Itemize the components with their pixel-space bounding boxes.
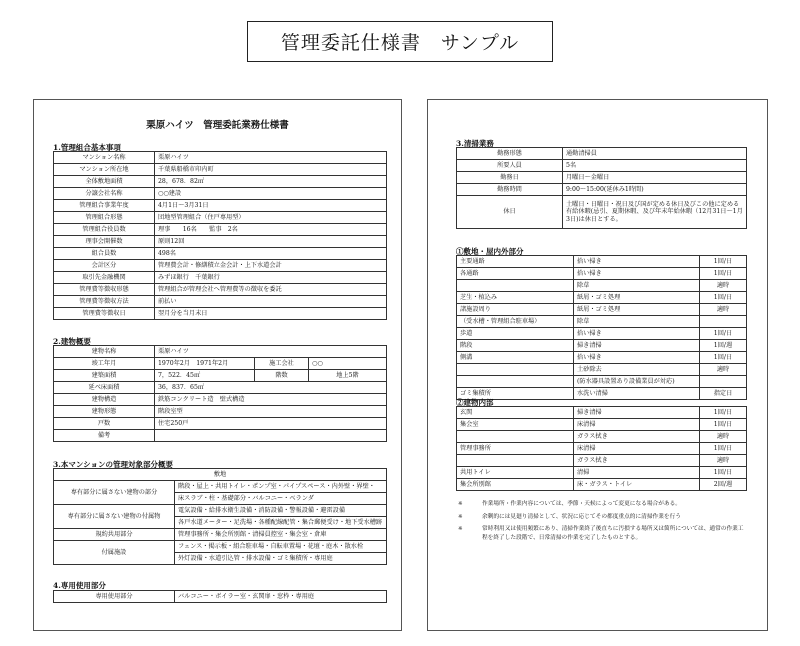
cell-place: 共用トイレ (457, 467, 574, 479)
cell-label: 勤務形態 (457, 148, 563, 160)
table-site-areas (456, 255, 747, 400)
cell-label: 勤務時間 (457, 184, 563, 196)
table-row (54, 406, 387, 418)
table-managed-parts (53, 468, 387, 565)
table-row (54, 430, 387, 442)
cell-place: 諸施設周り (457, 304, 574, 316)
cell-work: 床清掃 (574, 419, 700, 431)
cell-frequency: 2回/週 (700, 479, 747, 491)
table-row (54, 176, 387, 188)
note-item (458, 525, 748, 542)
cell-place: 主要通路 (457, 256, 574, 268)
table-row (457, 196, 747, 229)
table-exclusive-use (53, 590, 387, 603)
cell-value: 翌月分を当月末日 (155, 308, 387, 320)
cell-label: 管理組合事業年度 (54, 200, 155, 212)
page-left (33, 99, 402, 631)
cell-value: 床スラブ・柱・基礎部分・バルコニー・ベランダ (175, 493, 387, 505)
cell-label: マンション名称 (54, 152, 155, 164)
notes (458, 500, 748, 546)
cell-place: 各通路 (457, 268, 574, 280)
table-row (457, 443, 747, 455)
table-row (54, 370, 387, 382)
page-right (427, 99, 768, 631)
cell-value: 36，837．65㎡ (155, 382, 387, 394)
note-item (458, 500, 748, 509)
table-row (457, 256, 747, 268)
cell-value: バルコニー・ボイラー室・玄関扉・窓枠・専用庭 (175, 591, 387, 603)
cell-value: 管理組合が管理会社へ管理費等の徴収を委託 (155, 284, 387, 296)
table-row (54, 224, 387, 236)
cell-value: 千葉県船橋市印内町 (155, 164, 387, 176)
table-row (54, 200, 387, 212)
table-row (54, 591, 387, 603)
cell-value: 9:00～15:00(延休み1時間) (563, 184, 747, 196)
table-row (457, 352, 747, 364)
table-row (54, 529, 387, 541)
cell-place: 玄関 (457, 407, 574, 419)
cell-work: 拾い掃き (574, 328, 700, 340)
table-row (54, 358, 387, 370)
table-row (54, 164, 387, 176)
cell-work: 除草 (574, 280, 700, 292)
table-row (457, 340, 747, 352)
cell-value: 前払い (155, 296, 387, 308)
cell-value: 498名 (155, 248, 387, 260)
cell-frequency (700, 316, 747, 328)
table-cleaning-work (456, 147, 747, 229)
table-row (54, 284, 387, 296)
table-row (54, 541, 387, 553)
cell-place: 集会所別館 (457, 479, 574, 491)
cell-frequency (700, 376, 747, 388)
cell-label: 分譲会社名称 (54, 188, 155, 200)
cell-place: 管理事務所 (457, 443, 574, 455)
cell-value: 電気設備・給排水衛生設備・消防設備・警報設備・避雷設備 (175, 505, 387, 517)
table-row (457, 316, 747, 328)
cell-work: 拾い掃き (574, 256, 700, 268)
table-row (457, 172, 747, 184)
cell-place (457, 431, 574, 443)
table-row (457, 280, 747, 292)
cell-place: 側溝 (457, 352, 574, 364)
cell-label: 施工会社 (255, 358, 309, 370)
cell-work: 紙屑・ゴミ処理 (574, 304, 700, 316)
cell-label: 管理組合役員数 (54, 224, 155, 236)
cell-place: ゴミ集積所 (457, 388, 574, 400)
cell-label: 組合員数 (54, 248, 155, 260)
cell-work: 掃き清掃 (574, 407, 700, 419)
cell-place: 階段 (457, 340, 574, 352)
cell-work: 水洗い清掃 (574, 388, 700, 400)
cell-label: 建築面積 (54, 370, 155, 382)
table-row (54, 296, 387, 308)
table-row (54, 248, 387, 260)
cell-label: 階数 (255, 370, 309, 382)
cell-place (457, 376, 574, 388)
cell-value: 28，678．82㎡ (155, 176, 387, 188)
table-row (457, 467, 747, 479)
cell-value: 土曜日・日曜日・祝日及び国が定める休日及びこの他に定める有給休暇(忌引、夏期休暇、及び年末年始休暇（12月31日～1月3日)は休日とする。 (563, 196, 747, 229)
cell-label: 管理組合形態 (54, 212, 155, 224)
note-mark: ※ (458, 513, 463, 520)
cell-label: 管理費等徴収日 (54, 308, 155, 320)
cell-work: 掃き清掃 (574, 340, 700, 352)
cell-frequency: 1回/日 (700, 292, 747, 304)
table-row (457, 364, 747, 376)
table-row (54, 382, 387, 394)
cell-label: 理事会開催数 (54, 236, 155, 248)
cell-label: 規約共用部分 (54, 529, 175, 541)
cell-work: ガラス拭き (574, 455, 700, 467)
cell-label: 延べ床面積 (54, 382, 155, 394)
table-row (457, 292, 747, 304)
cell-frequency: 1回/日 (700, 256, 747, 268)
cell-value: 栗原ハイツ (155, 346, 387, 358)
cell-label: 取引先金融機関 (54, 272, 155, 284)
section-heading-building: 2.建物概要 (53, 337, 91, 346)
cell-place (457, 455, 574, 467)
cell-frequency: 適時 (700, 304, 747, 316)
cell-label: 専有部分に属さない建物の付属物 (54, 505, 175, 529)
cell-place: （受水槽・管理組合駐車場） (457, 316, 574, 328)
cell-value: 原則12回 (155, 236, 387, 248)
cell-frequency: 1回/日 (700, 407, 747, 419)
cell-value: 1970年2月 1971年2月 (155, 358, 255, 370)
table-row (54, 308, 387, 320)
table-row (457, 419, 747, 431)
table-row (54, 418, 387, 430)
header-title-box (247, 21, 553, 62)
section-heading-exclusive-use: 4.専用使用部分 (53, 581, 106, 590)
cell-frequency: 1回/週 (700, 340, 747, 352)
cell-value: 理事 16名 監事 2名 (155, 224, 387, 236)
table-row (457, 328, 747, 340)
cell-place: 集会室 (457, 419, 574, 431)
table-basic-info (53, 151, 387, 320)
cell-value: 管理費会計・修繕積立金会計・上下水道会計 (155, 260, 387, 272)
table-row (457, 268, 747, 280)
table-row (457, 160, 747, 172)
cell-work: 清掃 (574, 467, 700, 479)
cell-value: 鉄筋コンクリート造 壁式構造 (155, 394, 387, 406)
table-row (457, 407, 747, 419)
cell-value: 管理事務所・集会所別館・清掃員控室・集会室・倉庫 (175, 529, 387, 541)
table-row (54, 394, 387, 406)
note-text: 作業場所・作業内容については、季節・天候によって変更になる場合がある。 (482, 501, 681, 507)
cell-label: 専有部分に属さない建物の部分 (54, 481, 175, 505)
cell-frequency: 適時 (700, 455, 747, 467)
cell-value: 4月1日～3月31日 (155, 200, 387, 212)
cell-work: 土砂除去 (574, 364, 700, 376)
cell-label: 竣工年月 (54, 358, 155, 370)
cell-work: 除草 (574, 316, 700, 328)
cell-frequency: 適時 (700, 364, 747, 376)
cell-frequency: 1回/日 (700, 328, 747, 340)
table-row (54, 212, 387, 224)
cell-work: 拾い掃き (574, 352, 700, 364)
section-heading-site-areas: ①敷地・屋内外部分 (456, 247, 524, 256)
cell-work: (防水器具設置あり設備業員が対応) (574, 376, 700, 388)
cell-label: マンション所在地 (54, 164, 155, 176)
section-heading-cleaning: 3.清掃業務 (456, 139, 494, 148)
header-title: 管理委託仕様書 サンプル (280, 32, 520, 54)
cell-label: 備考 (54, 430, 155, 442)
table-row (54, 272, 387, 284)
cell-value: みずほ銀行 千葉銀行 (155, 272, 387, 284)
table-row (457, 148, 747, 160)
cell-frequency: 適時 (700, 431, 747, 443)
cell-value: 階段室型 (155, 406, 387, 418)
table-row (54, 469, 387, 481)
cell-value: 月曜日～金曜日 (563, 172, 747, 184)
cell-value: ○○建設 (155, 188, 387, 200)
table-row (54, 505, 387, 517)
table-row (54, 236, 387, 248)
cell-label: 付属施設 (54, 541, 175, 565)
table-row (54, 188, 387, 200)
section-heading-managed-parts: 3.本マンションの管理対象部分概要 (53, 460, 173, 469)
cell-value: 団地型管理組合（住戸専用型） (155, 212, 387, 224)
cell-value: 外灯設備・水道引込管・排水設備・ゴミ集積所・専用庭 (175, 553, 387, 565)
cell-label: 会計区分 (54, 260, 155, 272)
table-row (457, 431, 747, 443)
cell-value: 7，522．45㎡ (155, 370, 255, 382)
table-row (457, 376, 747, 388)
table-row (457, 388, 747, 400)
cell-label: 専用使用部分 (54, 591, 175, 603)
cell-value (155, 430, 387, 442)
cell-frequency: 1回/日 (700, 467, 747, 479)
cell-work: 床・ガラス・トイレ (574, 479, 700, 491)
cell-label: 所要人員 (457, 160, 563, 172)
cell-label: 戸数 (54, 418, 155, 430)
cell-label: 敷地 (54, 469, 387, 481)
note-mark: ※ (458, 526, 463, 533)
table-row (457, 304, 747, 316)
cell-place (457, 280, 574, 292)
cell-value: 階段・屋上・共用トイレ・ポンプ室・パイプスペース・内外壁・界壁・ (175, 481, 387, 493)
section-heading-basic: 1.管理組合基本事項 (53, 143, 121, 152)
doc-title: 栗原ハイツ 管理委託業務仕様書 (146, 120, 289, 131)
note-text: 余剰的には見廻り清掃として、状況に応じてその都度重点的に清掃作業を行う (482, 513, 681, 520)
cell-frequency: 1回/日 (700, 443, 747, 455)
cell-frequency: 適時 (700, 280, 747, 292)
note-mark: ※ (458, 501, 463, 507)
cell-frequency: 1回/日 (700, 419, 747, 431)
cell-place: 芝生・植込み (457, 292, 574, 304)
cell-label: 管理費等徴収方法 (54, 296, 155, 308)
table-building (53, 345, 387, 442)
table-row (54, 481, 387, 493)
cell-value: フェンス・掲示板・組合駐車場・自転車置場・花壇・庭木・散水栓 (175, 541, 387, 553)
table-row (457, 455, 747, 467)
table-row (54, 346, 387, 358)
cell-value: ○○ (309, 358, 387, 370)
note-text: 常時利用又は使用頻繁にあり、清掃作業終了後直ちに汚損する場所又は箇所については、通常の作業工程を終了した段階で、日常清掃の作業を完了したものとする。 (482, 526, 744, 541)
cell-place (457, 364, 574, 376)
cell-frequency: 1回/日 (700, 268, 747, 280)
cell-place: 歩道 (457, 328, 574, 340)
table-row (54, 152, 387, 164)
cell-value: 通勤清掃員 (563, 148, 747, 160)
cell-work: 床清掃 (574, 443, 700, 455)
table-building-interior (456, 406, 747, 491)
cell-frequency: 指定日 (700, 388, 747, 400)
table-row (54, 260, 387, 272)
cell-label: 休日 (457, 196, 563, 229)
cell-value: 住宅250戸 (155, 418, 387, 430)
note-item (458, 513, 748, 522)
table-row (457, 479, 747, 491)
cell-label: 建物形態 (54, 406, 155, 418)
cell-value: 地上5階 (309, 370, 387, 382)
cell-work: 拾い掃き (574, 268, 700, 280)
cell-label: 全体敷地面積 (54, 176, 155, 188)
cell-label: 建物名称 (54, 346, 155, 358)
cell-label: 建物構造 (54, 394, 155, 406)
cell-frequency: 1回/日 (700, 352, 747, 364)
table-row (457, 184, 747, 196)
cell-value: 栗原ハイツ (155, 152, 387, 164)
cell-value: 各戸水道メーター・足洗場・各種配線配管・集合郵便受け・地下受水槽跡 (175, 517, 387, 529)
section-heading-building-interior: ②建物内部 (456, 398, 494, 407)
cell-label: 勤務日 (457, 172, 563, 184)
cell-value: 5名 (563, 160, 747, 172)
cell-work: ガラス拭き (574, 431, 700, 443)
cell-work: 紙屑・ゴミ処理 (574, 292, 700, 304)
cell-label: 管理費等徴収形態 (54, 284, 155, 296)
